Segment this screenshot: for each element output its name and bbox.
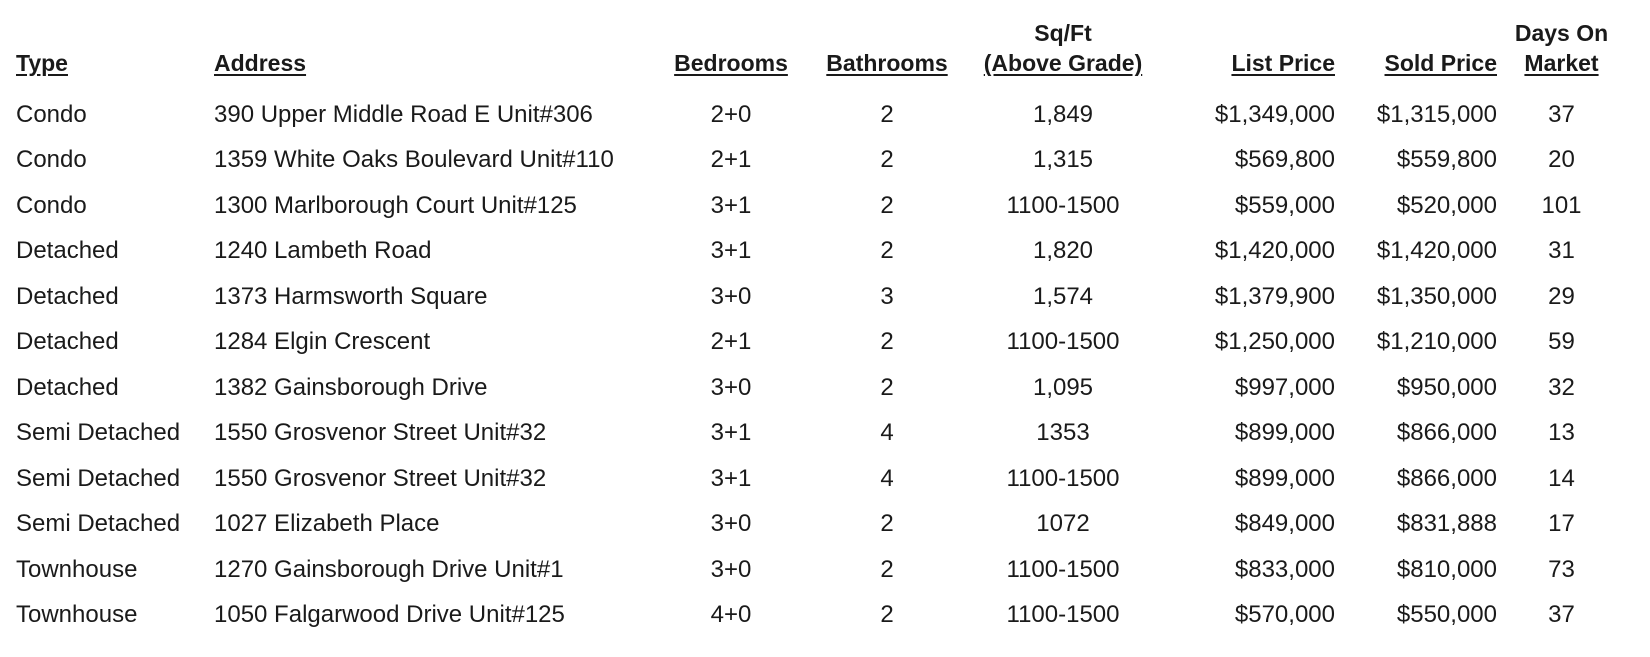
cell-bathrooms: 4 bbox=[880, 464, 894, 492]
cell-days-on-market: 13 bbox=[1548, 419, 1575, 447]
cell-sold-price: $559,800 bbox=[1396, 146, 1497, 174]
cell-address: 1373 Harmsworth Square bbox=[214, 282, 488, 310]
cell-days-on-market: 101 bbox=[1541, 191, 1582, 219]
cell-bathrooms: 2 bbox=[880, 237, 894, 265]
cell-list-price: $1,250,000 bbox=[1214, 328, 1335, 356]
cell-sqft: 1100-1500 bbox=[1006, 555, 1120, 583]
cell-days-on-market: 29 bbox=[1548, 282, 1575, 310]
cell-sqft: 1072 bbox=[1036, 510, 1090, 538]
cell-address: 1270 Gainsborough Drive Unit#1 bbox=[214, 555, 564, 583]
cell-bathrooms: 2 bbox=[880, 601, 894, 629]
cell-bathrooms: 3 bbox=[880, 282, 894, 310]
table-row bbox=[8, 138, 1618, 184]
cell-sold-price: $550,000 bbox=[1396, 601, 1497, 629]
cell-days-on-market: 37 bbox=[1548, 601, 1575, 629]
header-type-label: Type bbox=[16, 50, 68, 76]
cell-days-on-market: 31 bbox=[1548, 237, 1575, 265]
cell-bedrooms: 3+1 bbox=[710, 237, 752, 265]
cell-sold-price: $866,000 bbox=[1396, 419, 1497, 447]
cell-type: Townhouse bbox=[16, 555, 138, 583]
header-sqft bbox=[968, 18, 1158, 92]
cell-type: Condo bbox=[16, 191, 87, 219]
cell-sold-price: $810,000 bbox=[1396, 555, 1497, 583]
header-type bbox=[8, 18, 206, 92]
cell-list-price: $833,000 bbox=[1234, 555, 1335, 583]
cell-sqft: 1,095 bbox=[1032, 373, 1094, 401]
table-row bbox=[8, 593, 1618, 639]
header-dom-line1: Days On bbox=[1514, 20, 1609, 46]
cell-days-on-market: 17 bbox=[1548, 510, 1575, 538]
cell-days-on-market: 14 bbox=[1548, 464, 1575, 492]
cell-bedrooms: 4+0 bbox=[710, 601, 752, 629]
header-bathrooms-label: Bathrooms bbox=[826, 50, 948, 76]
table-row bbox=[8, 229, 1618, 275]
cell-bedrooms: 3+1 bbox=[710, 419, 752, 447]
cell-address: 1550 Grosvenor Street Unit#32 bbox=[214, 464, 547, 492]
header-bedrooms-label: Bedrooms bbox=[674, 50, 788, 76]
cell-sold-price: $1,420,000 bbox=[1376, 237, 1497, 265]
cell-type: Detached bbox=[16, 328, 119, 356]
cell-list-price: $569,800 bbox=[1234, 146, 1335, 174]
cell-list-price: $1,379,900 bbox=[1214, 282, 1335, 310]
cell-sold-price: $950,000 bbox=[1396, 373, 1497, 401]
cell-days-on-market: 73 bbox=[1548, 555, 1575, 583]
table-header bbox=[8, 18, 1618, 92]
table-row bbox=[8, 547, 1618, 593]
cell-list-price: $899,000 bbox=[1234, 419, 1335, 447]
header-address bbox=[206, 18, 656, 92]
cell-bedrooms: 3+0 bbox=[710, 373, 752, 401]
cell-days-on-market: 32 bbox=[1548, 373, 1575, 401]
cell-bathrooms: 2 bbox=[880, 146, 894, 174]
cell-bathrooms: 2 bbox=[880, 510, 894, 538]
header-address-label: Address bbox=[214, 50, 307, 76]
cell-bedrooms: 3+1 bbox=[710, 464, 752, 492]
cell-sqft: 1100-1500 bbox=[1006, 328, 1120, 356]
sold-listings-table bbox=[8, 18, 1618, 638]
cell-type: Semi Detached bbox=[16, 510, 181, 538]
cell-list-price: $899,000 bbox=[1234, 464, 1335, 492]
cell-bathrooms: 2 bbox=[880, 191, 894, 219]
cell-list-price: $849,000 bbox=[1234, 510, 1335, 538]
cell-address: 390 Upper Middle Road E Unit#306 bbox=[214, 100, 593, 128]
cell-type: Semi Detached bbox=[16, 464, 181, 492]
cell-sold-price: $1,210,000 bbox=[1376, 328, 1497, 356]
header-sold-price-label: Sold Price bbox=[1384, 50, 1497, 76]
header-bedrooms bbox=[656, 18, 806, 92]
cell-bathrooms: 2 bbox=[880, 373, 894, 401]
cell-list-price: $1,420,000 bbox=[1214, 237, 1335, 265]
cell-type: Semi Detached bbox=[16, 419, 181, 447]
cell-sqft: 1,820 bbox=[1032, 237, 1094, 265]
cell-address: 1240 Lambeth Road bbox=[214, 237, 432, 265]
cell-sqft: 1100-1500 bbox=[1006, 464, 1120, 492]
cell-bathrooms: 2 bbox=[880, 555, 894, 583]
header-sqft-line1: Sq/Ft bbox=[1034, 20, 1092, 46]
table-row bbox=[8, 92, 1618, 138]
cell-address: 1359 White Oaks Boulevard Unit#110 bbox=[214, 146, 614, 174]
table-row bbox=[8, 411, 1618, 457]
table-row bbox=[8, 502, 1618, 548]
cell-bathrooms: 2 bbox=[880, 100, 894, 128]
table-row bbox=[8, 365, 1618, 411]
cell-sqft: 1100-1500 bbox=[1006, 191, 1120, 219]
table-row bbox=[8, 274, 1618, 320]
cell-bedrooms: 3+0 bbox=[710, 555, 752, 583]
cell-list-price: $559,000 bbox=[1234, 191, 1335, 219]
header-days-on-market bbox=[1505, 18, 1618, 92]
cell-sqft: 1353 bbox=[1036, 419, 1090, 447]
header-dom-line2: Market bbox=[1524, 50, 1599, 76]
header-list-price-label: List Price bbox=[1231, 50, 1335, 76]
header-sqft-line2: (Above Grade) bbox=[983, 50, 1143, 76]
cell-address: 1284 Elgin Crescent bbox=[214, 328, 431, 356]
cell-address: 1050 Falgarwood Drive Unit#125 bbox=[214, 601, 565, 629]
cell-bedrooms: 3+0 bbox=[710, 510, 752, 538]
cell-bathrooms: 2 bbox=[880, 328, 894, 356]
cell-days-on-market: 20 bbox=[1548, 146, 1575, 174]
header-sold-price bbox=[1343, 18, 1505, 92]
table-row bbox=[8, 183, 1618, 229]
cell-list-price: $997,000 bbox=[1234, 373, 1335, 401]
cell-type: Detached bbox=[16, 373, 119, 401]
cell-bedrooms: 2+1 bbox=[710, 146, 752, 174]
cell-sqft: 1,849 bbox=[1032, 100, 1094, 128]
cell-bedrooms: 3+0 bbox=[710, 282, 752, 310]
cell-sold-price: $866,000 bbox=[1396, 464, 1497, 492]
cell-type: Detached bbox=[16, 237, 119, 265]
cell-bathrooms: 4 bbox=[880, 419, 894, 447]
cell-days-on-market: 59 bbox=[1548, 328, 1575, 356]
cell-address: 1550 Grosvenor Street Unit#32 bbox=[214, 419, 547, 447]
cell-list-price: $1,349,000 bbox=[1214, 100, 1335, 128]
cell-sold-price: $520,000 bbox=[1396, 191, 1497, 219]
table-body bbox=[8, 92, 1618, 638]
cell-sqft: 1100-1500 bbox=[1006, 601, 1120, 629]
cell-type: Condo bbox=[16, 100, 87, 128]
cell-bedrooms: 2+0 bbox=[710, 100, 752, 128]
cell-sqft: 1,315 bbox=[1032, 146, 1094, 174]
cell-address: 1027 Elizabeth Place bbox=[214, 510, 440, 538]
cell-type: Townhouse bbox=[16, 601, 138, 629]
header-row bbox=[8, 18, 1618, 92]
header-list-price bbox=[1158, 18, 1343, 92]
header-bathrooms bbox=[806, 18, 968, 92]
cell-list-price: $570,000 bbox=[1234, 601, 1335, 629]
cell-sold-price: $1,350,000 bbox=[1376, 282, 1497, 310]
cell-days-on-market: 37 bbox=[1548, 100, 1575, 128]
table-row bbox=[8, 320, 1618, 366]
cell-address: 1300 Marlborough Court Unit#125 bbox=[214, 191, 577, 219]
cell-bedrooms: 3+1 bbox=[710, 191, 752, 219]
cell-type: Detached bbox=[16, 282, 119, 310]
cell-sqft: 1,574 bbox=[1032, 282, 1094, 310]
cell-sold-price: $1,315,000 bbox=[1376, 100, 1497, 128]
cell-type: Condo bbox=[16, 146, 87, 174]
cell-address: 1382 Gainsborough Drive bbox=[214, 373, 488, 401]
cell-bedrooms: 2+1 bbox=[710, 328, 752, 356]
cell-sold-price: $831,888 bbox=[1396, 510, 1497, 538]
table-row bbox=[8, 456, 1618, 502]
